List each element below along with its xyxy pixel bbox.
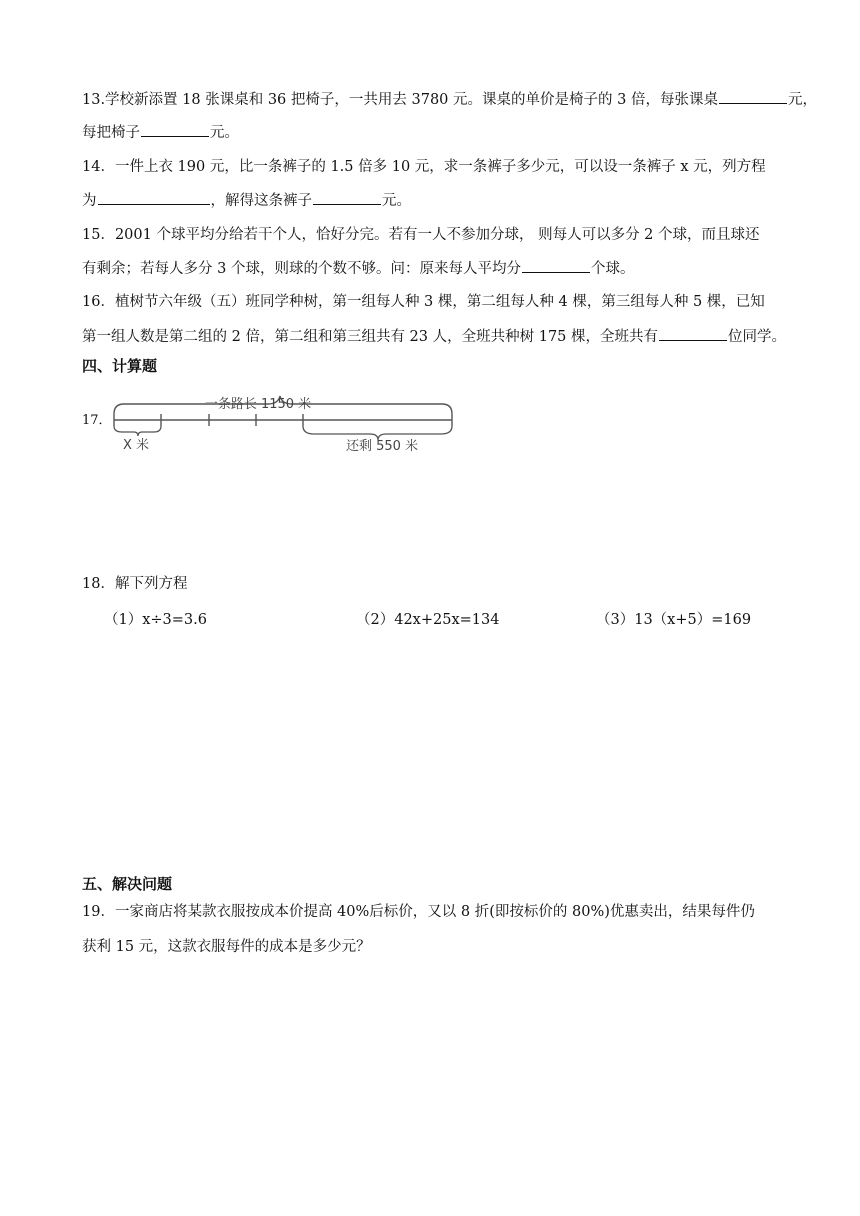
q18-equation-2: （2）42x+25x=134: [356, 612, 500, 628]
q15-text-a: 有剩余；若每人多分 3 个球，则球的个数不够。问：原来每人平均分: [82, 261, 521, 277]
q15-line1: 15．2001 个球平均分给若干个人，恰好分完。若有一人不参加分球， 则每人可以多分 2 个球，而且球还: [82, 227, 760, 243]
q16-line1: 16．植树节六年级（五）班同学种树，第一组每人种 3 棵，第二组每人种 4 棵，第三组每人种 5 棵，已知: [82, 294, 765, 310]
left-label: X 米: [122, 438, 150, 453]
q15-line2: [82, 258, 634, 279]
q16-text-a: 第一组人数是第二组的 2 倍，第二组和第三组共有 23 人，全班共种树 175 棵，全班共有: [82, 329, 659, 345]
q14-text-a: 为: [82, 193, 97, 209]
top-label: 一条路长 1150 米: [204, 397, 312, 412]
q15-answer-blank[interactable]: [522, 258, 590, 273]
q16-text-b: 位同学。: [728, 329, 787, 345]
q16-line2: [82, 326, 786, 347]
q14-line1: 14．一件上衣 190 元，比一条裤子的 1.5 倍多 10 元，求一条裤子多少元，可以设一条裤子 x 元，列方程: [82, 159, 766, 175]
q13-text-c: 每把椅子: [82, 125, 140, 141]
q18-equation-1: （1）x÷3=3.6: [104, 612, 207, 628]
q17-segment-diagram: [108, 390, 460, 456]
q13-text-a: 13.学校新添置 18 张课桌和 36 把椅子，一共用去 3780 元。课桌的单价是椅子的 3 倍，每张课桌: [82, 92, 718, 108]
q14-equation-blank[interactable]: [98, 190, 210, 205]
section-5-heading: 五、解决问题: [82, 875, 173, 893]
left-brace: [114, 426, 161, 436]
q18-title: 18．解下列方程: [82, 576, 188, 592]
q13-answer-blank-chair[interactable]: [141, 122, 209, 137]
right-label: 还剩 550 米: [345, 439, 419, 454]
q13-answer-blank-desk[interactable]: [719, 89, 787, 104]
q19-line2: 获利 15 元，这款衣服每件的成本是多少元？: [82, 939, 371, 955]
q14-answer-blank[interactable]: [313, 190, 381, 205]
q15-text-b: 个球。: [590, 261, 635, 277]
q14-text-b: ，解得这条裤子: [210, 193, 312, 209]
q18-equation-3: （3）13（x+5）=169: [596, 612, 752, 628]
q14-text-c: 元。: [382, 193, 411, 209]
q13-line2: [82, 122, 239, 143]
q13-text-b: 元，: [787, 92, 817, 108]
right-brace: [303, 426, 452, 440]
section-4-heading: 四、计算题: [82, 357, 158, 375]
q13-text-d: 元。: [210, 125, 239, 141]
q13-line1: [82, 89, 817, 110]
q14-line2: [82, 190, 411, 211]
q17-number: 17．: [82, 413, 112, 428]
q16-answer-blank[interactable]: [659, 326, 727, 341]
q19-line1: 19．一家商店将某款衣服按成本价提高 40%后标价，又以 8 折(即按标价的 80%)优惠卖出，结果每件仍: [82, 904, 755, 920]
